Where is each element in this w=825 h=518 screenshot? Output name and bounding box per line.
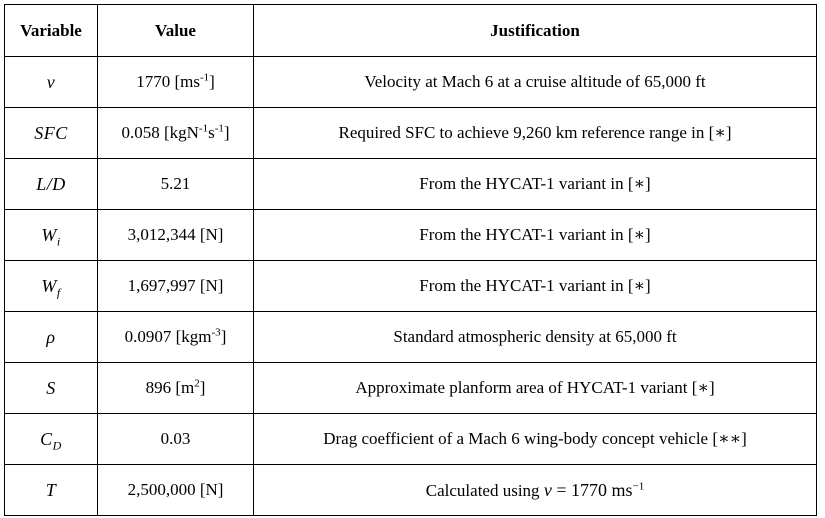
- table-row: [5, 465, 817, 516]
- value-cell: [98, 414, 254, 465]
- value-exponent: -1: [214, 122, 224, 135]
- value-text: 1770 [ms: [136, 72, 200, 91]
- variable-cell: [5, 159, 98, 210]
- justification-cell: [254, 465, 817, 516]
- value-exponent: -1: [199, 71, 210, 84]
- justification-cell: [254, 159, 817, 210]
- variables-table: [4, 4, 817, 516]
- value-text: 5.21: [160, 174, 191, 193]
- variable-symbol: L/D: [36, 173, 66, 194]
- value-cell: [98, 363, 254, 414]
- value-text: 0.0907 [kgm: [124, 327, 212, 346]
- value-text: 2,500,000 [N]: [127, 480, 224, 499]
- variable-cell: [5, 414, 98, 465]
- value-unit: s: [208, 123, 215, 142]
- variable-symbol: ρ: [46, 326, 56, 347]
- header-justification: Justification: [254, 5, 817, 57]
- formula-equation: = 1770 ms: [551, 479, 633, 500]
- justification-cell: [254, 363, 817, 414]
- table-row: [5, 57, 817, 108]
- value-cell: [98, 210, 254, 261]
- value-text: 0.03: [160, 429, 191, 448]
- value-bracket: ]: [223, 123, 230, 142]
- value-bracket: ]: [209, 72, 215, 91]
- justification-text: Calculated using: [425, 480, 544, 500]
- value-cell: [98, 312, 254, 363]
- justification-text: From the HYCAT-1 variant in [∗]: [419, 225, 651, 244]
- value-exponent: -1: [198, 122, 209, 135]
- value-bracket: ]: [199, 378, 206, 397]
- table-row: [5, 261, 817, 312]
- variable-symbol: v: [46, 71, 56, 92]
- header-value: Value: [98, 5, 254, 57]
- table-row: [5, 414, 817, 465]
- variable-subscript: D: [52, 438, 62, 453]
- justification-cell: [254, 108, 817, 159]
- variable-cell: [5, 465, 98, 516]
- value-bracket: ]: [220, 327, 227, 346]
- justification-cell: [254, 210, 817, 261]
- justification-text: Velocity at Mach 6 at a cruise altitude of 65,000 ft: [364, 72, 706, 91]
- variable-symbol: C: [40, 428, 53, 449]
- value-exponent: 2: [194, 377, 200, 390]
- justification-cell: [254, 57, 817, 108]
- justification-text: Required SFC to achieve 9,260 km reference range in [∗]: [338, 123, 732, 142]
- justification-cell: [254, 261, 817, 312]
- variable-cell: [5, 210, 98, 261]
- value-text: 1,697,997 [N]: [127, 276, 224, 295]
- value-cell: [98, 108, 254, 159]
- header-variable: Variable: [5, 5, 98, 57]
- justification-cell: [254, 414, 817, 465]
- value-cell: [98, 465, 254, 516]
- formula-variable: v: [543, 479, 552, 500]
- value-cell: [98, 261, 254, 312]
- variable-symbol: SFC: [34, 122, 68, 143]
- justification-text: From the HYCAT-1 variant in [∗]: [419, 174, 651, 193]
- justification-text: Drag coefficient of a Mach 6 wing-body concept vehicle [∗∗]: [323, 429, 747, 448]
- value-text: 0.058 [kgN: [121, 123, 199, 142]
- variable-symbol: T: [45, 479, 57, 500]
- table-body: [5, 57, 817, 516]
- variable-symbol: W: [41, 275, 57, 296]
- variable-cell: [5, 57, 98, 108]
- variable-cell: [5, 108, 98, 159]
- variable-symbol: S: [46, 377, 56, 398]
- justification-text: From the HYCAT-1 variant in [∗]: [419, 276, 651, 295]
- table-row: [5, 159, 817, 210]
- value-text: 896 [m: [145, 378, 195, 397]
- table-row: [5, 210, 817, 261]
- variable-cell: [5, 261, 98, 312]
- table-row: [5, 312, 817, 363]
- variable-subscript: i: [56, 234, 61, 249]
- justification-text: Approximate planform area of HYCAT-1 variant [∗]: [355, 378, 715, 397]
- table-row: [5, 363, 817, 414]
- value-exponent: -3: [211, 326, 221, 339]
- variable-cell: [5, 312, 98, 363]
- variable-cell: [5, 363, 98, 414]
- variable-symbol: W: [41, 224, 57, 245]
- value-cell: [98, 57, 254, 108]
- value-cell: [98, 159, 254, 210]
- table-row: [5, 108, 817, 159]
- value-text: 3,012,344 [N]: [127, 225, 224, 244]
- table-header-row: [5, 5, 817, 57]
- justification-cell: [254, 312, 817, 363]
- justification-text: Standard atmospheric density at 65,000 ft: [393, 327, 677, 346]
- formula-exponent: −1: [632, 479, 645, 492]
- variable-subscript: f: [56, 285, 61, 300]
